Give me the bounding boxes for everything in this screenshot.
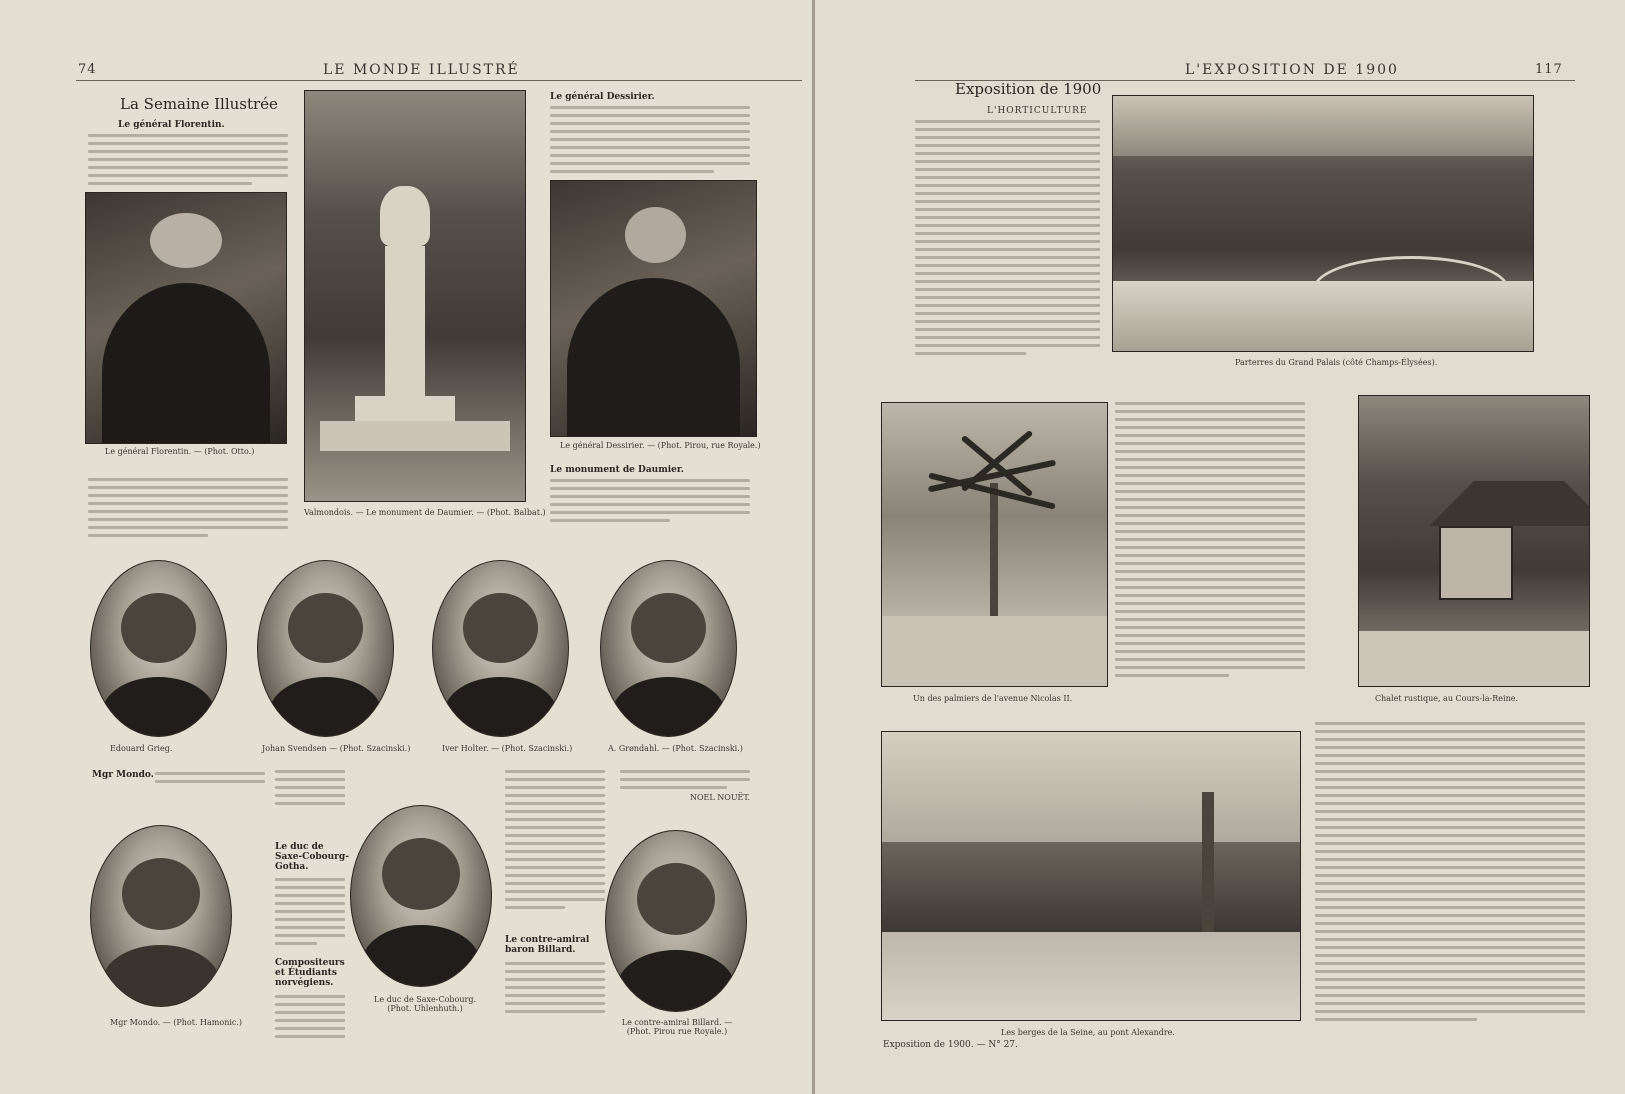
text-mondo — [155, 772, 265, 788]
heading-saxe: Le duc de Saxe-Cobourg-Gotha. — [275, 842, 349, 872]
portrait-svendsen — [257, 560, 394, 737]
left-header-rule — [76, 80, 802, 81]
text-florentin — [88, 134, 288, 190]
heading-daumier: Le monument de Daumier. — [550, 465, 684, 475]
heading-billard: Le contre-amiral baron Billard. — [505, 935, 590, 955]
heading-florentin: Le général Florentin. — [118, 120, 225, 130]
subsection-horticulture: L'HORTICULTURE — [987, 106, 1088, 116]
photo-chalet-rustique — [1358, 395, 1590, 687]
text-horticulture — [915, 120, 1100, 360]
caption-daumier: Valmondois. — Le monument de Daumier. — (Phot. Balbat.) — [304, 508, 546, 517]
heading-dessirier: Le général Dessirier. — [550, 92, 655, 102]
caption-parterres: Parterres du Grand Palais (côté Champs-Élysées). — [1235, 358, 1438, 367]
caption-florentin: Le général Florentin. — (Phot. Otto.) — [105, 447, 255, 456]
caption-svendsen: Johan Svendsen — (Phot. Szacinski.) — [262, 744, 411, 753]
caption-dessirier: Le général Dessirier. — (Phot. Pirou, rue Royale.) — [560, 441, 761, 450]
right-page — [815, 0, 1625, 1094]
text-composers — [275, 995, 345, 1043]
photo-berges-seine — [881, 731, 1301, 1021]
photo-daumier-monument — [304, 90, 526, 502]
portrait-holter — [432, 560, 569, 737]
text-composers-2 — [505, 770, 605, 914]
heading-composers: Compositeurs et Étudiants norvégiens. — [275, 958, 345, 988]
text-dessirier — [550, 106, 750, 178]
text-mondo-2 — [275, 770, 345, 810]
caption-palmiers: Un des palmiers de l'avenue Nicolas II. — [913, 694, 1073, 703]
caption-berges: Les berges de la Seine, au pont Alexandre. — [1001, 1028, 1175, 1037]
portrait-grieg — [90, 560, 227, 737]
text-florentin-2 — [88, 478, 288, 542]
left-journal-title: LE MONDE ILLUSTRÉ — [323, 62, 520, 78]
left-section-title: La Semaine Illustrée — [120, 95, 278, 113]
heading-mondo: Mgr Mondo. — [92, 770, 154, 780]
caption-billard: Le contre-amiral Billard. — (Phot. Pirou rue Royale.) — [621, 1018, 733, 1036]
photo-general-florentin — [85, 192, 287, 444]
caption-grieg: Edouard Grieg. — [110, 744, 173, 753]
portrait-saxe-cobourg — [350, 805, 492, 987]
text-middle-column — [1115, 402, 1305, 682]
caption-grondahl: A. Grøndahl. — (Phot. Szacinski.) — [608, 744, 743, 753]
photo-palmiers-avenue — [881, 402, 1108, 687]
caption-holter: Iver Holter. — (Phot. Szacinski.) — [442, 744, 573, 753]
right-page-number: 117 — [1535, 62, 1563, 77]
right-footer: Exposition de 1900. — N° 27. — [883, 1040, 1018, 1050]
text-billard — [505, 962, 605, 1018]
right-journal-title: L'EXPOSITION DE 1900 — [1185, 62, 1399, 78]
caption-saxe: Le duc de Saxe-Cobourg. (Phot. Uhlenhuth.) — [374, 995, 476, 1013]
text-right-column — [1315, 722, 1585, 1026]
text-column-end — [620, 770, 750, 794]
portrait-grondahl — [600, 560, 737, 737]
portrait-billard — [605, 830, 747, 1012]
photo-parterres-grand-palais — [1112, 95, 1534, 352]
caption-chalet: Chalet rustique, au Cours-la-Reine. — [1375, 694, 1519, 703]
caption-mondo: Mgr Mondo. — (Phot. Hamonic.) — [110, 1018, 243, 1027]
right-section-title: Exposition de 1900 — [955, 80, 1102, 98]
text-daumier — [550, 479, 750, 527]
left-page-number: 74 — [78, 62, 97, 77]
signature: NOEL NOUËT. — [690, 793, 751, 802]
photo-general-dessirier — [550, 180, 757, 437]
left-page — [0, 0, 812, 1094]
portrait-mondo — [90, 825, 232, 1007]
text-saxe — [275, 878, 345, 950]
